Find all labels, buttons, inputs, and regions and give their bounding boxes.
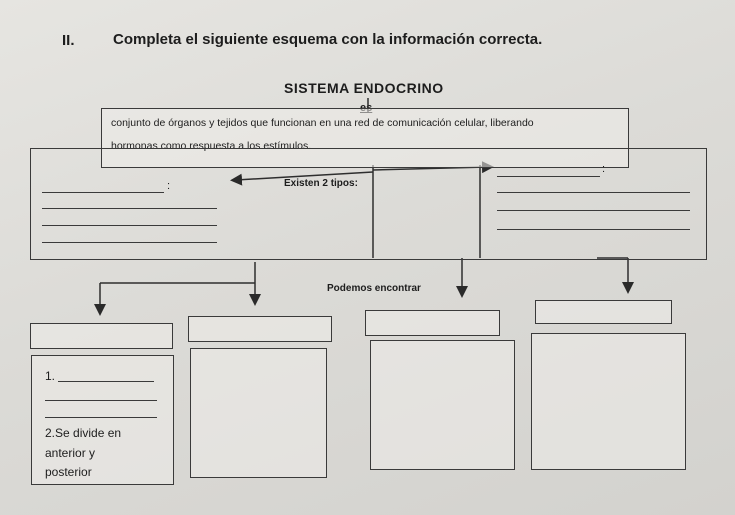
left-type-blank[interactable] bbox=[42, 192, 164, 193]
box1-blank-1[interactable] bbox=[58, 381, 154, 382]
diagram-title: SISTEMA ENDOCRINO bbox=[284, 80, 444, 96]
section-numeral: II. bbox=[62, 32, 75, 49]
right-type-line[interactable] bbox=[497, 192, 690, 193]
types-frame bbox=[30, 148, 707, 260]
box1-blank-2[interactable] bbox=[45, 400, 157, 401]
box1-item-2-line3: posterior bbox=[45, 465, 92, 479]
box1-blank-3[interactable] bbox=[45, 417, 157, 418]
gland-name-box-4[interactable] bbox=[535, 300, 672, 324]
right-type-line[interactable] bbox=[497, 229, 690, 230]
box1-item-2-line1: 2.Se divide en bbox=[45, 426, 122, 440]
instruction-text: Completa el siguiente esquema con la información correcta. bbox=[113, 31, 543, 48]
left-type-line[interactable] bbox=[42, 225, 217, 226]
gland-info-box-2[interactable] bbox=[190, 348, 327, 478]
left-type-line[interactable] bbox=[42, 208, 217, 209]
gland-info-box-3[interactable] bbox=[370, 340, 515, 470]
gland-info-box-4[interactable] bbox=[531, 333, 686, 470]
gland-name-box-2[interactable] bbox=[188, 316, 332, 342]
colon-left: : bbox=[167, 180, 171, 192]
definition-line-1: conjunto de órganos y tejidos que funcionan en una red de comunicación celular, liberando bbox=[111, 117, 534, 129]
right-type-line[interactable] bbox=[497, 210, 690, 211]
definition-line-2: hormonas como respuesta a los estímulos. bbox=[111, 140, 312, 152]
right-type-blank[interactable] bbox=[497, 176, 600, 177]
types-label: Existen 2 tipos: bbox=[284, 178, 358, 189]
left-type-line[interactable] bbox=[42, 242, 217, 243]
box1-item-1: 1. bbox=[45, 369, 56, 383]
colon-right: : bbox=[602, 163, 606, 175]
box1-item-2-line2: anterior y bbox=[45, 446, 96, 460]
find-label: Podemos encontrar bbox=[327, 283, 421, 294]
gland-name-box-1[interactable] bbox=[30, 323, 173, 349]
gland-name-box-3[interactable] bbox=[365, 310, 500, 336]
